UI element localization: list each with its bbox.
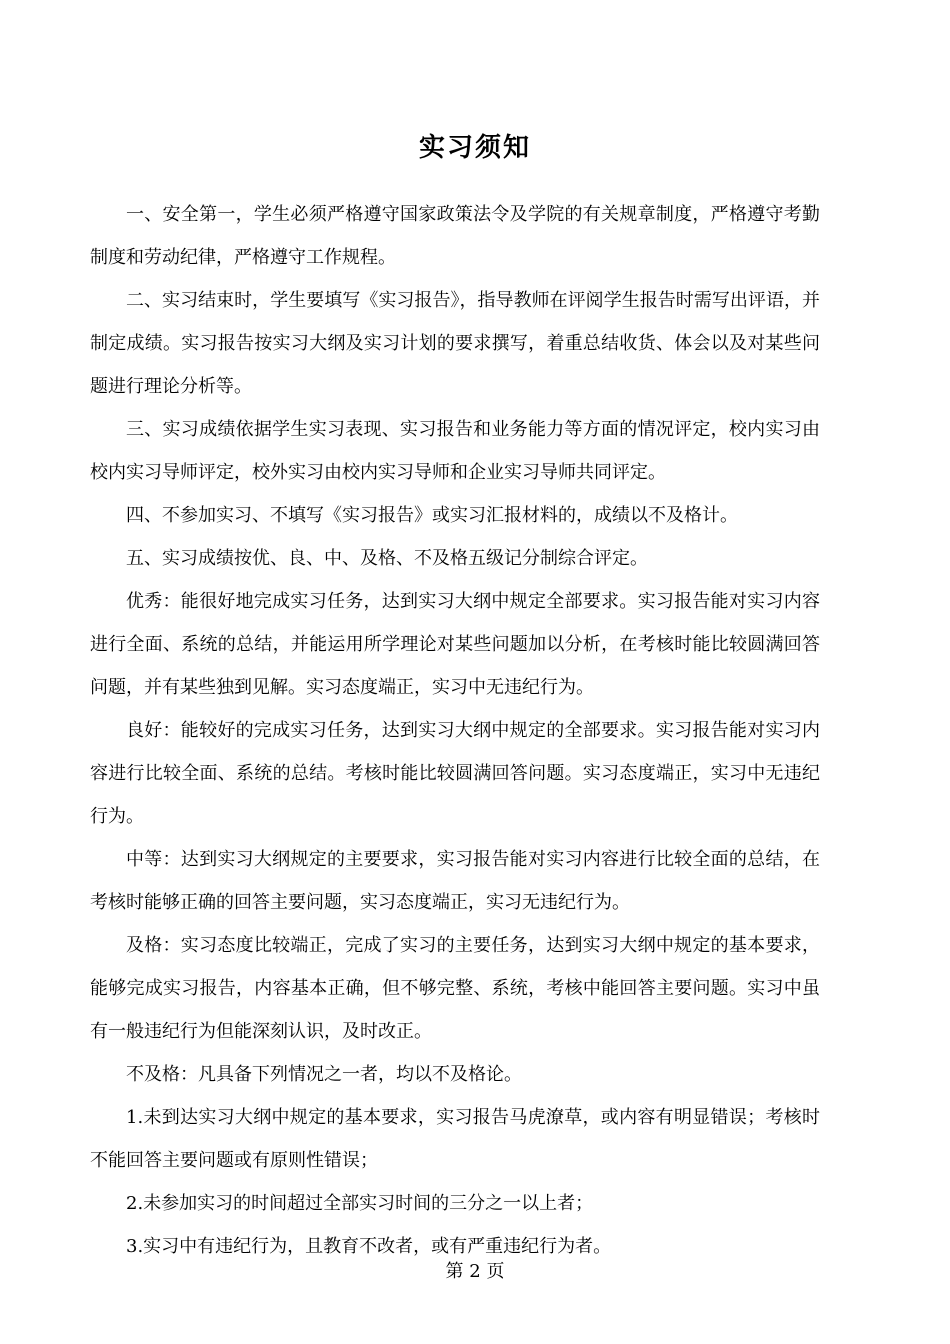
paragraph-evaluation: 三、实习成绩依据学生实习表现、实习报告和业务能力等方面的情况评定，校内实习由校内实习导师评定，校外实习由校内实习导师和企业实习导师共同评定。	[90, 419, 820, 483]
paragraph-report: 二、实习结束时，学生要填写《实习报告》，指导教师在评阅学生报告时需写出评语，并制定成绩。实习报告按实习大纲及实习计划的要求撰写，着重总结收货、体会以及对某些问题进行理论分析等。	[90, 290, 820, 397]
list-item-fail-3: 3.实习中有违纪行为，且教育不改者，或有严重违纪行为者。	[126, 1236, 612, 1257]
paragraph-safety: 一、安全第一，学生必须严格遵守国家政策法令及学院的有关规章制度，严格遵守考勤制度和劳动纪律，严格遵守工作规程。	[90, 204, 820, 268]
page-number: 第 2 页	[445, 1261, 505, 1282]
page-title: 实习须知	[418, 133, 531, 163]
paragraph-grading-scale: 五、实习成绩按优、良、中、及格、不及格五级记分制综合评定。	[126, 548, 648, 569]
paragraph-grade-fail: 不及格：凡具备下列情况之一者，均以不及格论。	[126, 1064, 522, 1085]
paragraph-grade-pass: 及格：实习态度比较端正，完成了实习的主要任务，达到实习大纲中规定的基本要求，能够完成实习报告，内容基本正确，但不够完整、系统，考核中能回答主要问题。实习中虽有一般违纪行为但能深刻认识，及时改正。	[90, 935, 820, 1042]
document-body	[90, 193, 820, 1268]
paragraph-grade-excellent: 优秀：能很好地完成实习任务，达到实习大纲中规定全部要求。实习报告能对实习内容进行全面、系统的总结，并能运用所学理论对某些问题加以分析，在考核时能比较圆满回答问题，并有某些独到见解。实习态度端正，实习中无违纪行为。	[90, 591, 820, 698]
paragraph-grade-good: 良好：能较好的完成实习任务，达到实习大纲中规定的全部要求。实习报告能对实习内容进行比较全面、系统的总结。考核时能比较圆满回答问题。实习态度端正，实习中无违纪行为。	[90, 720, 820, 827]
list-item-fail-2: 2.未参加实习的时间超过全部实习时间的三分之一以上者；	[126, 1193, 594, 1214]
list-item-fail-1: 1.未到达实习大纲中规定的基本要求，实习报告马虎潦草，或内容有明显错误；考核时不能回答主要问题或有原则性错误；	[90, 1107, 820, 1171]
paragraph-fail-condition: 四、不参加实习、不填写《实习报告》或实习汇报材料的，成绩以不及格计。	[126, 505, 738, 526]
paragraph-grade-medium: 中等：达到实习大纲规定的主要要求，实习报告能对实习内容进行比较全面的总结，在考核时能够正确的回答主要问题，实习态度端正，实习无违纪行为。	[90, 849, 820, 913]
